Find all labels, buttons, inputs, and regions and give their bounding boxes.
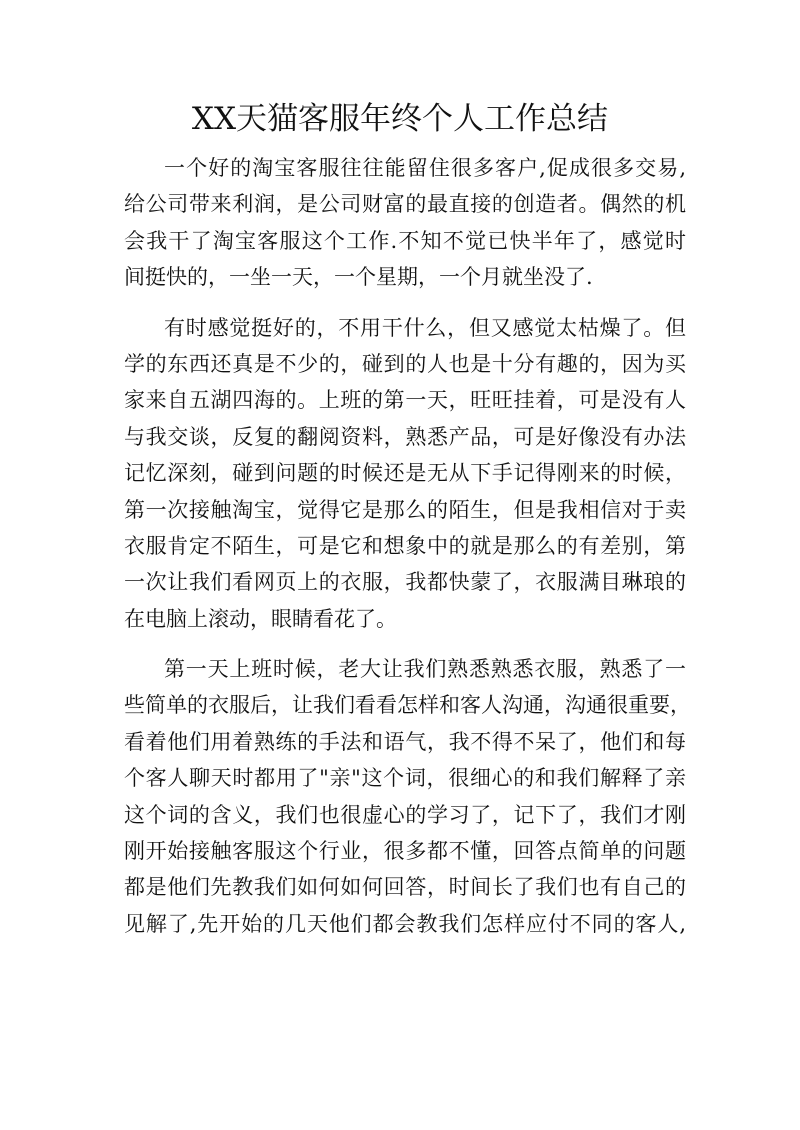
paragraph-line: 这个词的含义，我们也很虚心的学习了，记下了，我们才刚 bbox=[124, 802, 686, 827]
paragraph-line: 见解了,先开始的几天他们都会教我们怎样应付不同的客人, bbox=[124, 911, 686, 936]
paragraph-line: 一次让我们看网页上的衣服，我都快蒙了，衣服满目琳琅的 bbox=[124, 570, 686, 595]
paragraph-line: 一个好的淘宝客服往往能留住很多客户,促成很多交易, bbox=[164, 156, 686, 180]
paragraph-line: 衣服肯定不陌生，可是它和想象中的就是那么的有差别，第 bbox=[124, 533, 686, 558]
paragraph-2 bbox=[124, 310, 686, 638]
paragraph-1 bbox=[124, 150, 686, 296]
paragraph-line: 个客人聊天时都用了"亲"这个词，很细心的和我们解释了亲 bbox=[124, 766, 686, 791]
paragraph-line: 间挺快的，一坐一天，一个星期，一个月就坐没了. bbox=[124, 265, 593, 290]
paragraph-line: 记忆深刻，碰到问题的时候还是无从下手记得刚来的时候， bbox=[124, 461, 686, 486]
paragraph-line: 看着他们用着熟练的手法和语气，我不得不呆了，他们和每 bbox=[124, 729, 686, 754]
paragraph-line: 都是他们先教我们如何如何回答，时间长了我们也有自己的 bbox=[124, 875, 686, 900]
paragraph-line: 第一天上班时候，老大让我们熟悉熟悉衣服，熟悉了一 bbox=[164, 657, 686, 682]
paragraph-line: 会我干了淘宝客服这个工作.不知不觉已快半年了，感觉时 bbox=[124, 228, 686, 253]
paragraph-line: 家来自五湖四海的。上班的第一天，旺旺挂着，可是没有人 bbox=[124, 388, 686, 413]
document-title: XX天猫客服年终个人工作总结 bbox=[191, 101, 609, 137]
paragraph-line: 有时感觉挺好的，不用干什么，但又感觉太枯燥了。但 bbox=[164, 315, 686, 340]
paragraph-line: 第一次接触淘宝，觉得它是那么的陌生，但是我相信对于卖 bbox=[124, 497, 686, 522]
paragraph-line: 学的东西还真是不少的，碰到的人也是十分有趣的，因为买 bbox=[124, 351, 686, 376]
document-body bbox=[124, 150, 691, 942]
paragraph-line: 给公司带来利润，是公司财富的最直接的创造者。偶然的机 bbox=[124, 192, 686, 217]
paragraph-3 bbox=[124, 651, 691, 942]
paragraph-line: 在电脑上滚动，眼睛看花了。 bbox=[124, 606, 397, 631]
paragraph-line: 与我交谈，反复的翻阅资料，熟悉产品，可是好像没有办法 bbox=[124, 424, 686, 449]
paragraph-line: 刚开始接触客服这个行业，很多都不懂，回答点简单的问题 bbox=[124, 839, 686, 864]
paragraph-line: 些简单的衣服后，让我们看看怎样和客人沟通，沟通很重要， bbox=[124, 693, 691, 718]
